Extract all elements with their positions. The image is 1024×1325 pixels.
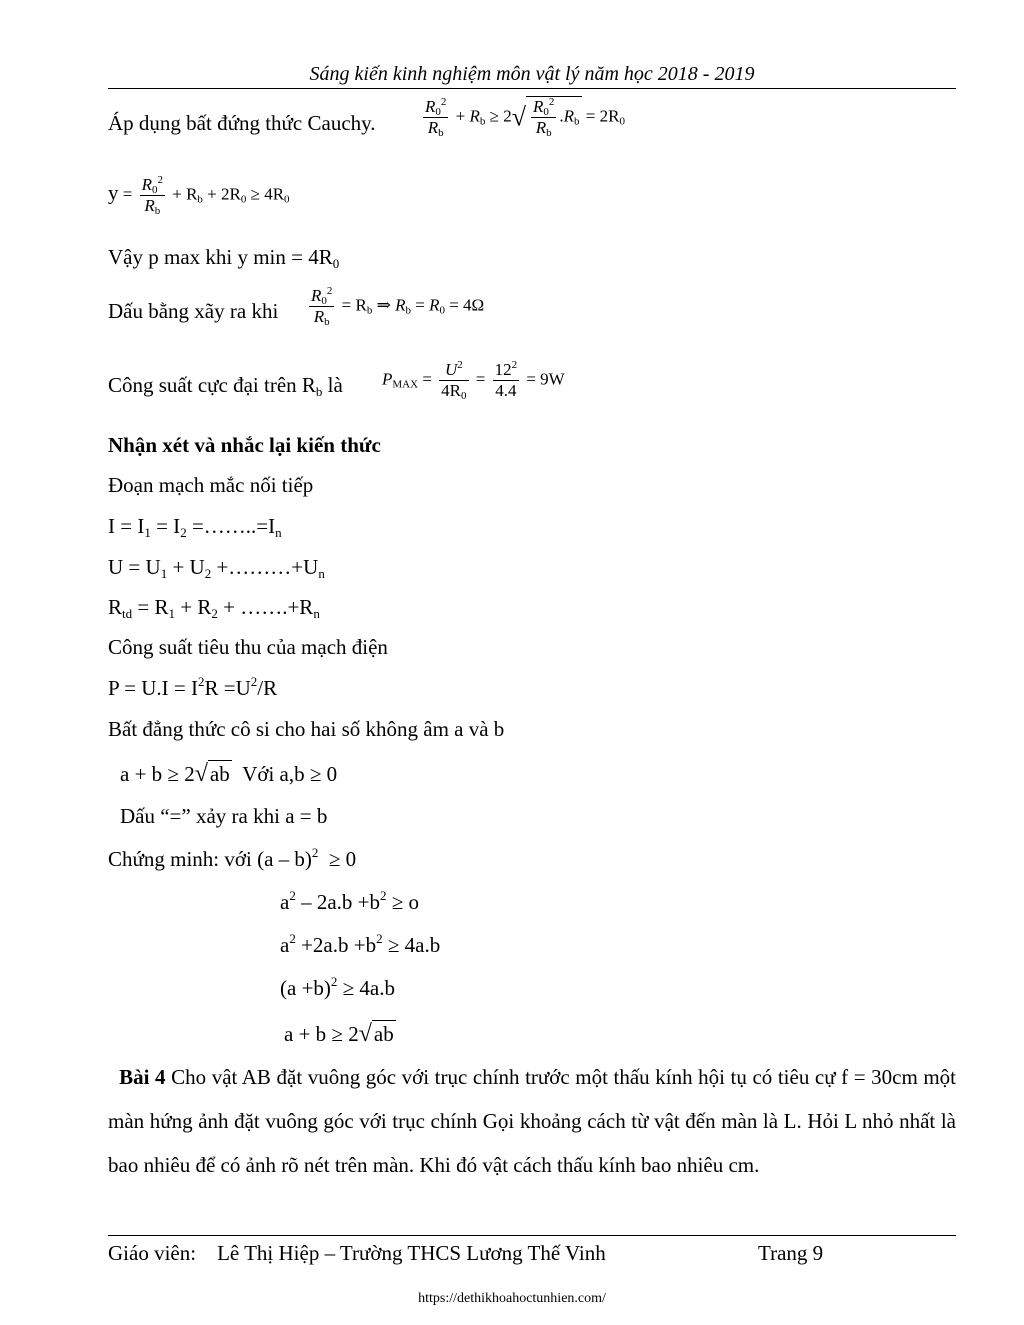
proof-ge0: ≥ 0 — [328, 847, 357, 871]
proof-4-expr: a + b ≥ 2 — [284, 1022, 359, 1046]
pmax-line: Vậy p max khi y $\min = 4R_0$ — [108, 245, 340, 271]
cauchy-equation: $\frac{R0^2}{Rb}$ + Rb ≥ 2√ $\frac{R0^2}{Rb}$ .Rb = 2R0 — [425, 96, 625, 139]
current-tail: =……..=I — [191, 514, 276, 538]
max-power-result: = 9W — [526, 369, 565, 389]
resistance-formula: $R_{td} = R_1 + R_2$ + $\dots\dots.+R_n$ — [108, 595, 320, 621]
equality-label: Dấu bằng xãy ra khi — [108, 299, 279, 323]
problem-label: Bài 4 — [119, 1065, 166, 1089]
max-power-label: Công suất cực đại trên R — [108, 373, 316, 397]
equality-expr: = R — [341, 295, 367, 315]
max-power-equation: PMAX = $\frac{U^2}{4R0}$ = $\frac{12^2}{4.4}$ = 9W — [382, 359, 565, 402]
inequality-equal: Dấu “=” xảy ra khi a = b — [120, 804, 328, 828]
equality-tail: = 4Ω — [449, 295, 485, 315]
pmax-text: Vậy p max khi y min = 4R — [108, 245, 333, 269]
max-power-line: Công suất cực đại trên $R_b$ là — [108, 373, 343, 399]
footer-rule — [108, 1235, 956, 1236]
proof-1c: ≥ o — [391, 890, 420, 914]
power-consumed-line: Công suất tiêu thu của mạch điện — [108, 635, 388, 659]
proof-3b: ≥ 4a.b — [342, 976, 396, 1000]
equality-equation: $\frac{R0^2}{Rb}$ = Rb ⇒ Rb = R0 = 4Ω — [311, 285, 485, 328]
max-power-label-tail: là — [327, 373, 343, 397]
sqrt-ab-1: ab — [209, 762, 230, 786]
power-formula-a: P = U.I = I — [108, 676, 198, 700]
footer-teacher-label: Giáo viên: — [108, 1241, 197, 1265]
proof-3a: (a +b) — [280, 976, 331, 1000]
problem-text: Cho vật AB đặt vuông góc với trục chính trước một thấu kính hội tụ có tiêu cự f = 30cm một màn hứng ảnh đặt vuông góc với trục chính Gọi khoảng cách từ vật đến màn là L. Hỏi L nhỏ nhất là bao nhiêu để có ảnh rõ nét trên màn. Khi đó vật cách thấu kính bao nhiêu cm. — [108, 1065, 957, 1177]
cauchy-line — [108, 110, 376, 136]
y-ge: ≥ 4R — [250, 184, 285, 204]
proof-start: Chứng minh: với (a – b)$^2$ ≥ 0 — [108, 845, 357, 871]
y-equation: y = $\frac{R0^2}{Rb}$ + Rb + 2R0 ≥ 4R0 — [108, 174, 290, 217]
proof-start-text: Chứng minh: với (a – b) — [108, 847, 312, 871]
inequality-main-expr: a + b ≥ 2 — [120, 762, 195, 786]
power-formula-c: /R — [257, 676, 278, 700]
cauchy-result: = 2R — [585, 106, 620, 126]
proof-2b: +2a.b +b — [301, 933, 377, 957]
proof-step-4: a + b ≥ 2√ab — [284, 1021, 394, 1047]
resistance-tail: + …….+R — [223, 595, 314, 619]
power-formula-b: R =U — [204, 676, 251, 700]
header-rule — [108, 88, 956, 89]
current-formula: $I = I_1 = I_2$ $=\dots\dots..=I_n$ — [108, 514, 282, 540]
proof-1a: a — [280, 890, 290, 914]
y-expr: + R — [172, 184, 198, 204]
series-line: Đoạn mạch mắc nối tiếp — [108, 473, 314, 497]
footer-page-number: Trang 9 — [758, 1241, 824, 1265]
cauchy-label: Áp dụng bất đứng thức Cauchy. — [108, 111, 376, 135]
power-formula: $P = U.I = I^2R =U^2/R$ — [108, 674, 278, 700]
voltage-formula: $U = U_1 + U_2$ $+\dots\dots\dots+U_n$ — [108, 555, 325, 581]
problem-paragraph — [108, 1055, 956, 1187]
proof-2a: a — [280, 933, 290, 957]
footer — [108, 1240, 606, 1266]
voltage-tail: +………+U — [216, 555, 319, 579]
page-header-title: Sáng kiến kinh nghiệm môn vật lý năm học 2018 - 2019 — [309, 63, 755, 85]
footer-teacher-name: Lê Thị Hiệp – Trường THCS Lương Thế Vinh — [217, 1241, 606, 1265]
footer-url: https://dethikhoahoctunhien.com/ — [418, 1291, 606, 1306]
inequality-intro: Bất đẳng thức cô si cho hai số không âm a và b — [108, 717, 505, 741]
inequality-condition: Với a,b ≥ 0 — [242, 762, 338, 786]
proof-2c: ≥ 4a.b — [387, 933, 441, 957]
section-heading: Nhận xét và nhắc lại kiến thức — [108, 433, 381, 457]
proof-step-1: $a^2 - 2a.b +b^2 \ge o$ — [280, 888, 420, 914]
inequality-main: a + b ≥ 2√ab Với a,b ≥ 0 — [120, 761, 338, 787]
sqrt-ab-2: ab — [373, 1022, 394, 1046]
proof-step-3: $(a +b)^2 \ge 4a.b$ — [280, 974, 396, 1000]
proof-1b: – 2a.b +b — [301, 890, 380, 914]
equality-line — [108, 298, 278, 324]
y-tail: + 2R — [207, 184, 241, 204]
proof-step-2: $a^2 +2a.b +b^2 \ge 4a.b$ — [280, 931, 441, 957]
